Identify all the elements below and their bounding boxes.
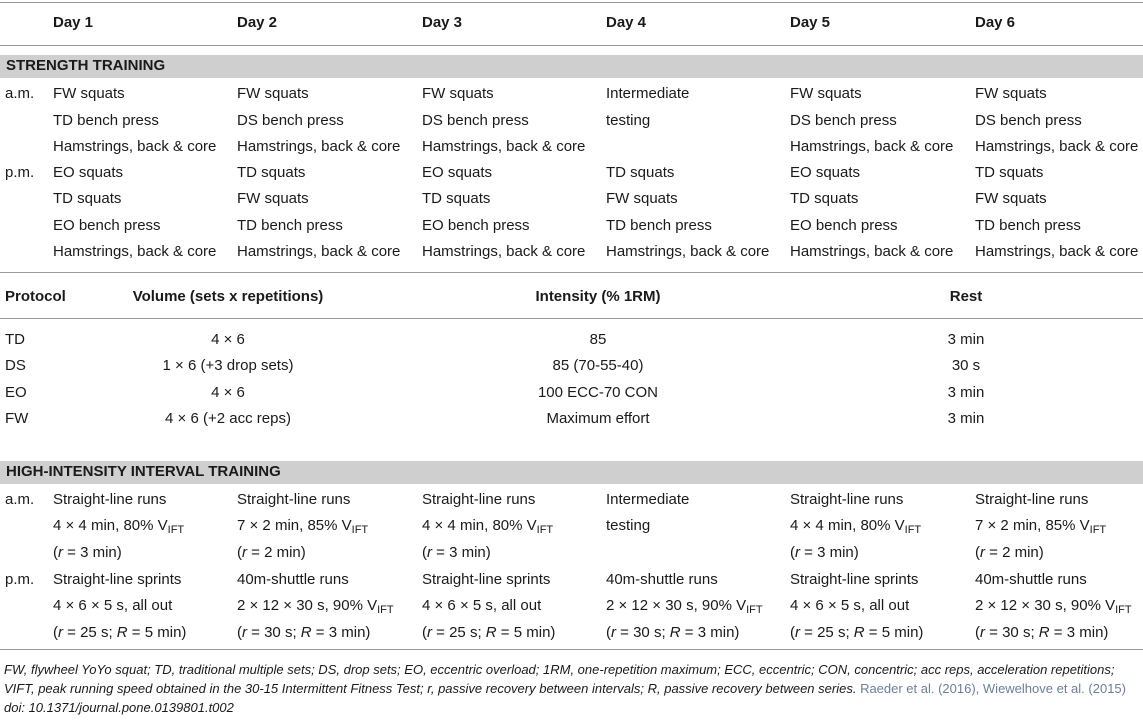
day-header: Day 6 [975,14,1016,31]
hiit-am-title: Straight-line runs [422,491,536,508]
protocol-cell: Maximum effort [546,409,650,427]
top-rule [0,2,1143,3]
protocol-cell: 1 × 6 (+3 drop sets) [162,357,294,375]
vift-subscript: IFT [746,604,763,616]
day-header: Day 1 [53,14,94,31]
vift-subscript: IFT [904,524,922,536]
hiit-am-title: Straight-line runs [237,491,351,508]
strength-pm-exercise: TD squats [606,164,675,181]
hiit-detail: 7 × 2 min, 85% $V_{IFT}$ [975,517,1107,536]
strength-pm-exercise: EO bench press [422,216,530,234]
hiit-bottom-rule [0,649,1143,650]
hiit-detail: 4 × 4 min, 80% $V_{IFT}$ [422,517,554,536]
strength-pm-exercise: Hamstrings, back & core [975,242,1139,260]
table-footnote [4,660,1140,717]
hiit-am-title: Straight-line runs [790,491,904,508]
vift-subscript: IFT [536,524,554,536]
strength-am-exercise: FW squats [790,85,862,102]
hiit-am-title: Intermediate [606,491,690,508]
strength-pm-exercise: TD squats [975,164,1044,181]
hiit-detail: 7 × 2 min, 85% $V_{IFT}$ [237,517,369,536]
strength-am-label: a.m. [5,85,35,102]
strength-pm-exercise: EO squats [790,164,861,181]
hiit-pm-title: Straight-line sprints [790,571,919,588]
hiit-am-rest: (r = 2 min) [975,544,1044,561]
strength-am-exercise: FW squats [237,85,309,102]
vift-subscript: IFT [351,524,369,536]
protocol-header: Volume (sets x repetitions) [132,288,324,305]
strength-heading: STRENGTH TRAINING [6,57,166,74]
hiit-am-label: a.m. [5,491,35,508]
strength-pm-exercise: FW squats [975,190,1047,208]
protocol-cell: 3 min [947,383,985,401]
hiit-am-rest: (r = 3 min) [422,544,491,561]
strength-am-exercise: Hamstrings, back & core [975,138,1139,155]
hiit-detail: 4 × 6 × 5 s, all out [422,597,542,614]
protocol-cell: 30 s [951,357,981,375]
protocol-cell: 4 × 6 (+2 acc reps) [165,409,291,427]
hiit-detail: 4 × 4 min, 80% $V_{IFT}$ [790,517,922,536]
strength-pm-exercise: EO bench press [790,216,898,234]
strength-pm-exercise: Hamstrings, back & core [606,242,770,260]
hiit-detail: testing [606,517,651,534]
strength-pm-exercise: TD bench press [237,216,343,234]
hiit-am-rest: (r = 2 min) [237,544,306,561]
strength-pm-exercise: TD squats [53,190,122,208]
protocol-cell: 85 (70-55-40) [552,357,644,375]
hiit-detail: 2 × 12 × 30 s, 90% $V_{IFT}$ [606,597,763,616]
strength-am-exercise: TD bench press [53,111,159,129]
strength-pm-exercise: EO squats [53,164,124,181]
strength-pm-label: p.m. [5,164,35,181]
day-header: Day 4 [606,14,647,31]
protocol-header-rule [0,318,1143,319]
hiit-pm-title: Straight-line sprints [53,571,182,588]
protocol-cell: FW [5,409,29,427]
protocol-cell: TD [5,331,25,348]
footnote-text: FW, flywheel YoYo squat; TD, traditional multiple sets; DS, drop sets; EO, eccentric overload; 1RM, one-repetition maximum; ECC, eccentric; CON, concentric; acc reps, acceleration repetitions; VIFT, peak running speed obtained in the 30-15 Intermittent Fitness Test; r, passive recovery between intervals; R, passive recovery between series. [4,662,1115,696]
hiit-heading: HIGH-INTENSITY INTERVAL TRAINING [6,463,281,480]
strength-pm-exercise: TD squats [790,190,859,208]
hiit-pm-rest: (r = 30 s; R = 3 min) [975,624,1109,641]
footnote-citation: Raeder et al. (2016), Wiewelhove et al. (2015) [860,681,1126,696]
strength-pm-exercise: Hamstrings, back & core [237,242,401,260]
hiit-detail: 2 × 12 × 30 s, 90% $V_{IFT}$ [975,597,1132,616]
protocol-cell: 3 min [947,409,985,427]
strength-am-exercise: Hamstrings, back & core [53,138,217,155]
day-header: Day 5 [790,14,831,31]
strength-pm-exercise: FW squats [606,190,678,208]
strength-am-exercise: DS bench press [790,111,897,129]
hiit-pm-rest: (r = 30 s; R = 3 min) [237,624,371,641]
protocol-cell: 85 [589,331,607,348]
hiit-detail: 4 × 4 min, 80% $V_{IFT}$ [53,517,185,536]
strength-section-band [0,55,1143,78]
strength-pm-exercise: EO squats [422,164,493,181]
protocol-cell: EO [5,383,27,401]
hiit-am-title: Straight-line runs [975,491,1089,508]
hiit-detail: 4 × 6 × 5 s, all out [53,597,173,614]
hiit-pm-title: 40m-shuttle runs [237,571,349,588]
strength-pm-exercise: TD bench press [975,216,1081,234]
protocol-header: Protocol [5,288,66,305]
protocol-header: Rest [949,288,983,305]
hiit-detail: 4 × 6 × 5 s, all out [790,597,910,614]
hiit-pm-title: Straight-line sprints [422,571,551,588]
strength-am-exercise: Hamstrings, back & core [237,138,401,155]
hiit-pm-rest: (r = 25 s; R = 5 min) [790,624,924,641]
protocol-cell: 4 × 6 [211,383,245,401]
protocol-header: Intensity (% 1RM) [535,288,661,305]
hiit-pm-title: 40m-shuttle runs [606,571,718,588]
day-header: Day 3 [422,14,463,31]
strength-am-exercise: DS bench press [422,111,529,129]
strength-pm-exercise: TD squats [422,190,491,208]
hiit-pm-rest: (r = 30 s; R = 3 min) [606,624,740,641]
strength-am-exercise: Hamstrings, back & core [790,138,954,155]
hiit-detail: 2 × 12 × 30 s, 90% $V_{IFT}$ [237,597,394,616]
hiit-pm-rest: (r = 25 s; R = 5 min) [422,624,556,641]
strength-am-exercise: DS bench press [975,111,1082,129]
strength-pm-exercise: TD squats [237,164,306,181]
vift-subscript: IFT [377,604,394,616]
protocol-cell: 3 min [947,331,985,348]
strength-am-exercise: FW squats [422,85,494,102]
footnote-doi: doi: 10.1371/journal.pone.0139801.t002 [4,700,234,715]
vift-subscript: IFT [167,524,185,536]
hiit-pm-label: p.m. [5,571,35,588]
protocol-cell: 100 ECC-70 CON [537,383,659,401]
strength-am-exercise: testing [606,111,651,129]
header-rule [0,45,1143,46]
hiit-am-rest: (r = 3 min) [790,544,859,561]
strength-am-exercise: Hamstrings, back & core [422,138,586,155]
strength-am-exercise: DS bench press [237,111,344,129]
strength-am-exercise: Intermediate [606,85,690,102]
hiit-section-band [0,461,1143,484]
strength-pm-exercise: TD bench press [606,216,712,234]
hiit-am-title: Straight-line runs [53,491,167,508]
protocol-cell: DS [5,357,26,375]
day-header: Day 2 [237,14,278,31]
strength-bottom-rule [0,272,1143,273]
strength-am-exercise: FW squats [975,85,1047,102]
hiit-pm-rest: (r = 25 s; R = 5 min) [53,624,187,641]
hiit-pm-title: 40m-shuttle runs [975,571,1087,588]
vift-subscript: IFT [1089,524,1107,536]
protocol-cell: 4 × 6 [211,331,245,348]
hiit-am-rest: (r = 3 min) [53,544,122,561]
vift-subscript: IFT [1115,604,1132,616]
strength-pm-exercise: Hamstrings, back & core [790,242,954,260]
strength-pm-exercise: Hamstrings, back & core [422,242,586,260]
strength-pm-exercise: Hamstrings, back & core [53,242,217,260]
strength-am-exercise: FW squats [53,85,125,102]
strength-pm-exercise: FW squats [237,190,309,208]
strength-pm-exercise: EO bench press [53,216,161,234]
